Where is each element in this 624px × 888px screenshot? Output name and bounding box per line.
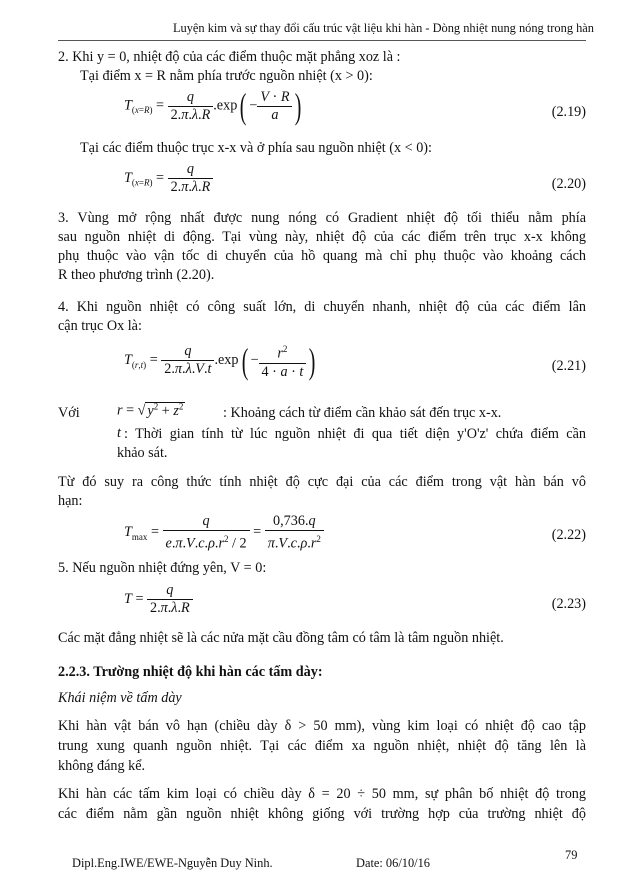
paragraph-line: Khi hàn vật bán vô hạn (chiều dày δ > 50 mm), vùng kim loại có nhiệt độ cao tập xyxy=(58,718,586,734)
paragraph-line: trung xung quanh nguồn nhiệt. Tại các điểm xa nguồn nhiệt, nhiệt độ tăng lên là xyxy=(58,738,586,754)
t-description-cont: khảo sát. xyxy=(117,445,168,461)
paragraph-line: Các mặt đẳng nhiệt sẽ là các nửa mặt cầu đồng tâm có tâm là tâm nguồn nhiệt. xyxy=(58,630,504,646)
t-description: : Thời gian tính từ lúc nguồn nhiệt đi qua tiết diện y'O'z' chứa điểm cần xyxy=(124,426,586,442)
equation-number: (2.20) xyxy=(551,176,586,192)
equation-2-19: $T_{(x=R)}$ = $\frac{q}{2.\pi.\lambda.R}$ .exp( − $\frac{V \cdot R}{a}$ ) xyxy=(124,86,302,126)
equation-number: (2.19) xyxy=(551,104,586,120)
paragraph-line: 2. Khi y = 0, nhiệt độ của các điểm thuộc mặt phẳng xoz là : xyxy=(58,49,401,65)
header-rule xyxy=(58,40,586,41)
footer-author: Dipl.Eng.IWE/EWE-Nguyễn Duy Ninh. xyxy=(72,856,273,870)
paragraph-line: Tại các điểm thuộc trục x-x và ở phía sau nguồn nhiệt (x < 0): xyxy=(80,140,432,156)
equation-2-20: $T_{(x=R)}$ = $\frac{q}{2.\pi.\lambda.R}$ xyxy=(124,161,213,196)
page-number: 79 xyxy=(565,848,578,862)
equation-2-21: $T_{(r,t)}$ = $\frac{q}{2.\pi.\lambda.V.t}$ .exp( − $\frac{r^2}{4 \cdot a \cdot t}$ ) xyxy=(124,340,316,381)
section-heading: 2.2.3. Trường nhiệt độ khi hàn các tấm dày: xyxy=(58,664,323,680)
paragraph-line: Từ đó suy ra công thức tính nhiệt độ cực đại của các điểm trong vật hàn bán vô xyxy=(58,474,586,490)
paragraph-line: 5. Nếu nguồn nhiệt đứng yên, V = 0: xyxy=(58,560,267,576)
t-symbol: t xyxy=(117,425,121,441)
footer-date: Date: 06/10/16 xyxy=(356,856,430,870)
page-header: Luyện kim và sự thay đổi cấu trúc vật liệu khi hàn - Dòng nhiệt nung nóng trong hàn xyxy=(172,21,594,35)
paragraph-line: sau nguồn nhiệt di động. Tại vùng này, nhiệt độ của các điểm trên trục x-x không xyxy=(58,229,586,245)
equation-number: (2.21) xyxy=(551,358,586,374)
paragraph-line: Khi hàn các tấm kim loại có chiều dày δ = 20 ÷ 50 mm, sự phân bố nhiệt độ trong xyxy=(58,786,586,802)
r-formula: r = √ $y^2 + z^2$ xyxy=(117,401,184,419)
paragraph-line: 3. Vùng mở rộng nhất được nung nóng có Gradient nhiệt độ tối thiểu nằm phía xyxy=(58,210,586,226)
r-description: : Khoảng cách từ điểm cần khảo sát đến trục x-x. xyxy=(223,405,502,421)
paragraph-line: các điểm nằm gần nguồn nhiệt không giống với trường hợp của trường nhiệt độ xyxy=(58,806,586,822)
paragraph-line: cận trục Ox là: xyxy=(58,318,142,334)
paragraph-line: phụ thuộc vào vận tốc di chuyển của hồ quang mà chỉ phụ thuộc vào khoảng cách xyxy=(58,248,586,264)
equation-number: (2.22) xyxy=(551,527,586,543)
equation-2-22: $T_{max}$ = $\frac{q}{e.\pi.V.c.\rho.r^2 / 2}$ = $\frac{0,736.q}{\pi.V.c.\rho.r^2}$ xyxy=(124,513,324,553)
subsection-heading: Khái niệm về tấm dày xyxy=(58,690,182,706)
paragraph-line: R theo phương trình (2.20). xyxy=(58,267,215,283)
paragraph-line: hạn: xyxy=(58,493,83,509)
equation-number: (2.23) xyxy=(551,596,586,612)
voi-label: Với xyxy=(58,405,80,421)
equation-2-23: T = $\frac{q}{2.\pi.\lambda.R}$ xyxy=(124,582,193,617)
paragraph-line: 4. Khi nguồn nhiệt có công suất lớn, di chuyển nhanh, nhiệt độ của các điểm lân xyxy=(58,299,586,315)
paragraph-line: Tại điểm x = R nằm phía trước nguồn nhiệt (x > 0): xyxy=(80,68,373,84)
paragraph-line: không đáng kể. xyxy=(58,758,146,774)
